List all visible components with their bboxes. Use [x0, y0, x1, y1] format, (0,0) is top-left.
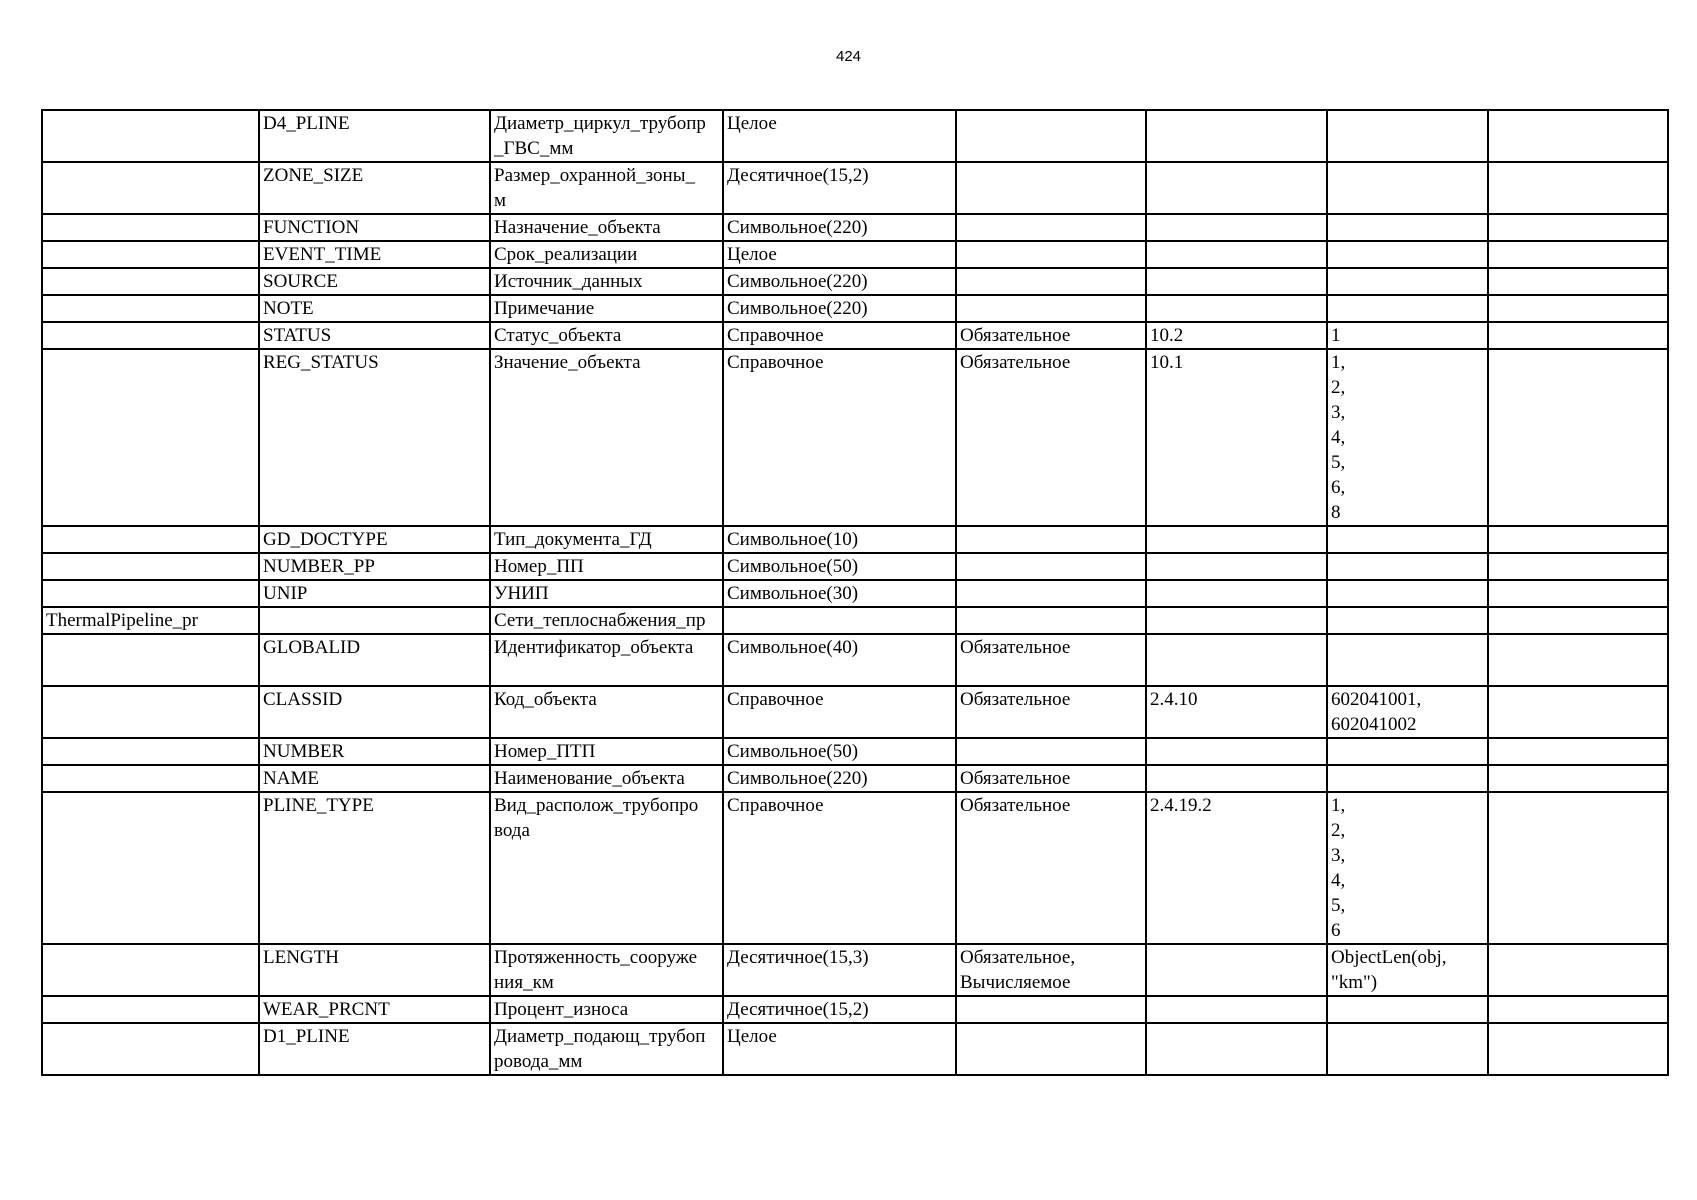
required-cell: Обязательное [956, 634, 1146, 686]
data-type-cell: Символьное(50) [723, 553, 956, 580]
layer-name-cell [42, 214, 259, 241]
reference-cell [1146, 634, 1327, 686]
table-row [42, 241, 1668, 268]
data-type-cell: Символьное(220) [723, 214, 956, 241]
field-alias-cell: Диаметр_подающ_трубоп ровода_мм [490, 1023, 723, 1075]
values-cell [1327, 214, 1488, 241]
table-row [42, 634, 1668, 686]
values-cell [1327, 553, 1488, 580]
values-cell [1327, 738, 1488, 765]
values-cell: ObjectLen(obj, "km") [1327, 944, 1488, 996]
note-cell [1488, 553, 1668, 580]
note-cell [1488, 765, 1668, 792]
field-code-cell: GLOBALID [259, 634, 490, 686]
data-type-cell: Целое [723, 241, 956, 268]
values-cell [1327, 295, 1488, 322]
required-cell [956, 580, 1146, 607]
field-code-cell: PLINE_TYPE [259, 792, 490, 944]
values-cell [1327, 110, 1488, 162]
layer-name-cell: ThermalPipeline_pr [42, 607, 259, 634]
layer-name-cell [42, 110, 259, 162]
reference-cell [1146, 214, 1327, 241]
field-alias-cell: Размер_охранной_зоны_ м [490, 162, 723, 214]
reference-cell [1146, 944, 1327, 996]
reference-cell [1146, 162, 1327, 214]
reference-cell [1146, 580, 1327, 607]
field-code-cell: WEAR_PRCNT [259, 996, 490, 1023]
field-alias-cell: Значение_объекта [490, 349, 723, 526]
required-cell [956, 738, 1146, 765]
required-cell [956, 110, 1146, 162]
note-cell [1488, 295, 1668, 322]
required-cell [956, 1023, 1146, 1075]
note-cell [1488, 792, 1668, 944]
field-code-cell: NOTE [259, 295, 490, 322]
data-type-cell: Десятичное(15,2) [723, 162, 956, 214]
note-cell [1488, 634, 1668, 686]
field-code-cell: LENGTH [259, 944, 490, 996]
reference-cell: 10.2 [1146, 322, 1327, 349]
data-type-cell: Символьное(220) [723, 268, 956, 295]
layer-name-cell [42, 765, 259, 792]
field-code-cell [259, 607, 490, 634]
required-cell: Обязательное [956, 349, 1146, 526]
field-alias-cell: Код_объекта [490, 686, 723, 738]
data-type-cell: Символьное(40) [723, 634, 956, 686]
note-cell [1488, 268, 1668, 295]
reference-cell [1146, 295, 1327, 322]
field-alias-cell: Наименование_объекта [490, 765, 723, 792]
table-row [42, 686, 1668, 738]
table-row [42, 526, 1668, 553]
reference-cell [1146, 765, 1327, 792]
data-type-cell: Символьное(10) [723, 526, 956, 553]
table-row [42, 792, 1668, 944]
reference-cell: 2.4.19.2 [1146, 792, 1327, 944]
attribute-table [41, 109, 1669, 1076]
field-alias-cell: Сети_теплоснабжения_пр [490, 607, 723, 634]
table-body [42, 110, 1668, 1075]
field-code-cell: REG_STATUS [259, 349, 490, 526]
reference-cell [1146, 553, 1327, 580]
table-row [42, 349, 1668, 526]
data-type-cell: Символьное(220) [723, 765, 956, 792]
field-code-cell: NUMBER [259, 738, 490, 765]
data-type-cell: Десятичное(15,2) [723, 996, 956, 1023]
reference-cell [1146, 241, 1327, 268]
layer-name-cell [42, 580, 259, 607]
required-cell: Обязательное [956, 686, 1146, 738]
reference-cell [1146, 996, 1327, 1023]
field-alias-cell: Идентификатор_объекта [490, 634, 723, 686]
table-row [42, 110, 1668, 162]
required-cell: Обязательное [956, 792, 1146, 944]
field-alias-cell: Тип_документа_ГД [490, 526, 723, 553]
field-code-cell: GD_DOCTYPE [259, 526, 490, 553]
field-code-cell: D1_PLINE [259, 1023, 490, 1075]
values-cell [1327, 634, 1488, 686]
field-code-cell: CLASSID [259, 686, 490, 738]
field-code-cell: SOURCE [259, 268, 490, 295]
data-type-cell: Справочное [723, 349, 956, 526]
note-cell [1488, 607, 1668, 634]
layer-name-cell [42, 241, 259, 268]
field-code-cell: D4_PLINE [259, 110, 490, 162]
field-code-cell: EVENT_TIME [259, 241, 490, 268]
data-type-cell: Символьное(220) [723, 295, 956, 322]
data-type-cell: Справочное [723, 686, 956, 738]
note-cell [1488, 580, 1668, 607]
field-code-cell: UNIP [259, 580, 490, 607]
field-code-cell: NUMBER_PP [259, 553, 490, 580]
layer-name-cell [42, 944, 259, 996]
values-cell [1327, 996, 1488, 1023]
note-cell [1488, 686, 1668, 738]
note-cell [1488, 526, 1668, 553]
data-type-cell: Справочное [723, 322, 956, 349]
required-cell [956, 214, 1146, 241]
note-cell [1488, 349, 1668, 526]
table-row [42, 765, 1668, 792]
table-row [42, 162, 1668, 214]
layer-name-cell [42, 162, 259, 214]
required-cell [956, 162, 1146, 214]
note-cell [1488, 738, 1668, 765]
field-code-cell: ZONE_SIZE [259, 162, 490, 214]
data-type-cell [723, 607, 956, 634]
table-row [42, 553, 1668, 580]
field-alias-cell: Диаметр_циркул_трубопр _ГВС_мм [490, 110, 723, 162]
page-number: 424 [835, 48, 862, 65]
note-cell [1488, 214, 1668, 241]
required-cell [956, 241, 1146, 268]
table-row [42, 996, 1668, 1023]
data-type-cell: Справочное [723, 792, 956, 944]
note-cell [1488, 322, 1668, 349]
required-cell [956, 526, 1146, 553]
field-code-cell: NAME [259, 765, 490, 792]
layer-name-cell [42, 1023, 259, 1075]
reference-cell [1146, 268, 1327, 295]
table-row [42, 1023, 1668, 1075]
reference-cell: 10.1 [1146, 349, 1327, 526]
values-cell [1327, 765, 1488, 792]
layer-name-cell [42, 322, 259, 349]
field-alias-cell: Примечание [490, 295, 723, 322]
required-cell [956, 295, 1146, 322]
field-code-cell: FUNCTION [259, 214, 490, 241]
layer-name-cell [42, 526, 259, 553]
layer-name-cell [42, 349, 259, 526]
field-alias-cell: Протяженность_сооруже ния_км [490, 944, 723, 996]
note-cell [1488, 996, 1668, 1023]
required-cell [956, 607, 1146, 634]
reference-cell [1146, 526, 1327, 553]
note-cell [1488, 162, 1668, 214]
table-row [42, 944, 1668, 996]
field-alias-cell: Номер_ПТП [490, 738, 723, 765]
reference-cell [1146, 738, 1327, 765]
field-alias-cell: Срок_реализации [490, 241, 723, 268]
required-cell [956, 268, 1146, 295]
data-type-cell: Символьное(50) [723, 738, 956, 765]
field-code-cell: STATUS [259, 322, 490, 349]
required-cell [956, 996, 1146, 1023]
values-cell: 1, 2, 3, 4, 5, 6, 8 [1327, 349, 1488, 526]
layer-name-cell [42, 686, 259, 738]
note-cell [1488, 241, 1668, 268]
required-cell: Обязательное, Вычисляемое [956, 944, 1146, 996]
required-cell [956, 553, 1146, 580]
layer-name-cell [42, 792, 259, 944]
data-type-cell: Десятичное(15,3) [723, 944, 956, 996]
layer-name-cell [42, 634, 259, 686]
values-cell [1327, 241, 1488, 268]
table-row [42, 295, 1668, 322]
data-type-cell: Целое [723, 1023, 956, 1075]
field-alias-cell: Процент_износа [490, 996, 723, 1023]
note-cell [1488, 1023, 1668, 1075]
layer-name-cell [42, 996, 259, 1023]
reference-cell: 2.4.10 [1146, 686, 1327, 738]
table-row [42, 580, 1668, 607]
values-cell: 1 [1327, 322, 1488, 349]
values-cell [1327, 607, 1488, 634]
values-cell [1327, 526, 1488, 553]
required-cell: Обязательное [956, 765, 1146, 792]
field-alias-cell: УНИП [490, 580, 723, 607]
data-type-cell: Целое [723, 110, 956, 162]
data-type-cell: Символьное(30) [723, 580, 956, 607]
values-cell [1327, 268, 1488, 295]
values-cell [1327, 162, 1488, 214]
field-alias-cell: Источник_данных [490, 268, 723, 295]
values-cell [1327, 580, 1488, 607]
field-alias-cell: Статус_объекта [490, 322, 723, 349]
table-row [42, 738, 1668, 765]
layer-name-cell [42, 268, 259, 295]
reference-cell [1146, 1023, 1327, 1075]
note-cell [1488, 110, 1668, 162]
reference-cell [1146, 607, 1327, 634]
values-cell: 1, 2, 3, 4, 5, 6 [1327, 792, 1488, 944]
table-row [42, 322, 1668, 349]
field-alias-cell: Назначение_объекта [490, 214, 723, 241]
values-cell: 602041001, 602041002 [1327, 686, 1488, 738]
table-row [42, 214, 1668, 241]
values-cell [1327, 1023, 1488, 1075]
layer-name-cell [42, 738, 259, 765]
field-alias-cell: Номер_ПП [490, 553, 723, 580]
note-cell [1488, 944, 1668, 996]
reference-cell [1146, 110, 1327, 162]
layer-name-cell [42, 295, 259, 322]
table-row [42, 268, 1668, 295]
field-alias-cell: Вид_располож_трубопро вода [490, 792, 723, 944]
table-row [42, 607, 1668, 634]
required-cell: Обязательное [956, 322, 1146, 349]
layer-name-cell [42, 553, 259, 580]
